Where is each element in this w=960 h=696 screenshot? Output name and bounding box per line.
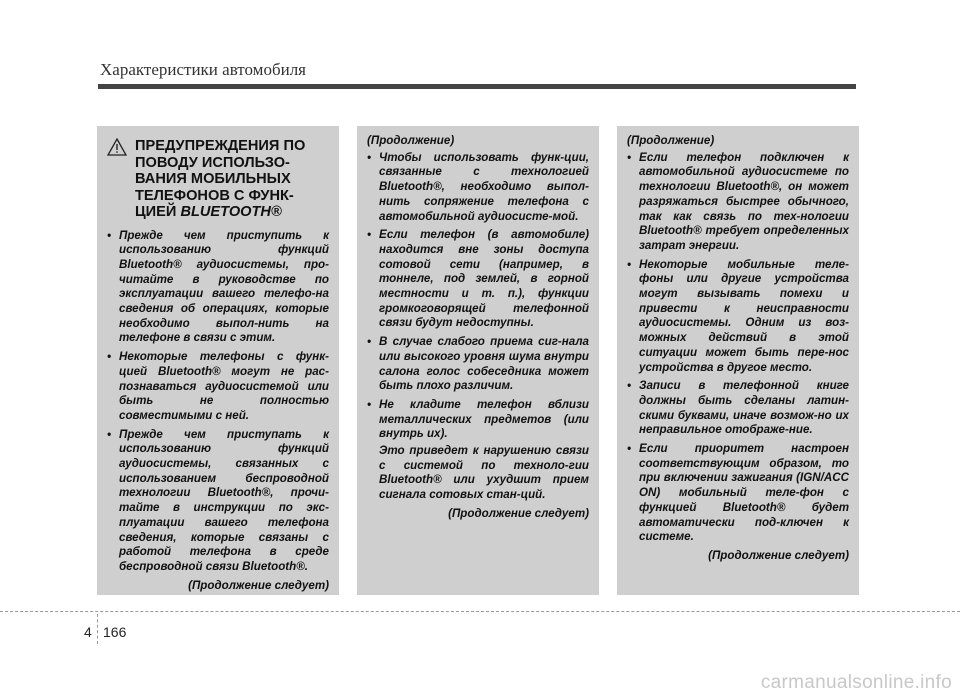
warning-list — [627, 151, 849, 545]
warning-triangle-icon — [107, 138, 127, 156]
footer-rule — [0, 611, 960, 612]
warning-title-bluetooth: BLUETOOTH® — [180, 204, 282, 220]
warning-heading — [107, 138, 329, 221]
header-rule — [98, 84, 856, 89]
continued-label: (Продолжение следует) — [448, 506, 589, 520]
warning-panel-continued-2 — [617, 126, 859, 595]
list-item: • Прежде чем приступать к использованию функций аудиосистемы, связанных с использованием беспроводной технологии Bluetooth®, прочи-тайте в инструкции по экс-плуатации вашего телефона сведения, которые связаны с работой телефона в среде беспроводной связи Bluetooth®. — [107, 428, 329, 575]
list-item: • Если приоритет настроен соответствующим образом, то при включении зажигания (IGN/ACC ON) мобильный теле-фон с функцией Bluetooth® будет автоматически под-ключен к системе. — [627, 442, 849, 545]
list-item: • Некоторые мобильные теле-фоны или другие устройства могут вызывать помехи и привести к неисправности аудиосистемы. Одним из воз-можных действий в этой ситуации может быть пере-нос устройства в другое место. — [627, 258, 849, 376]
warning-title-main: ПРЕДУПРЕЖДЕНИЯ ПО ПОВОДУ ИСПОЛЬЗО-ВАНИЯ МОБИЛЬНЫХ ТЕЛЕФОНОВ С ФУНК-ЦИЕЙ — [135, 138, 306, 220]
list-item: • Если телефон подключен к автомобильной аудиосистеме по технологии Bluetooth®, он может разряжаться быстрее обычного, так как связь по тех-нологии Bluetooth® требует определенных затрат энергии. — [627, 151, 849, 254]
continuation-label: (Продолжение) — [367, 134, 455, 147]
warning-list — [107, 229, 329, 575]
list-item: • В случае слабого приема сиг-нала или высокого уровня шума внутри салона голос собеседника может быть плохо различим. — [367, 335, 589, 394]
page-number: 166 — [103, 624, 127, 640]
list-item — [367, 398, 589, 503]
warning-panel-continued-1 — [357, 126, 599, 595]
continued-label: (Продолжение следует) — [708, 548, 849, 562]
chapter-number: 4 — [84, 624, 92, 640]
warning-title — [135, 138, 329, 221]
warning-panel — [97, 126, 339, 595]
list-item: • Чтобы использовать функ-ции, связанные с технологией Bluetooth®, необходимо выпол-нить сопряжение телефона с автомобильной аудиосисте-мой. — [367, 151, 589, 225]
continued-label: (Продолжение следует) — [188, 578, 329, 592]
list-item-text: Не кладите телефон вблизи металлических предметов (или внутрь их). — [379, 397, 589, 441]
page-header-title: Характеристики автомобиля — [100, 60, 306, 79]
page-number-divider — [97, 614, 98, 644]
list-item: • Прежде чем приступить к использованию функций Bluetooth® аудиосистемы, про-читайте в руководстве по эксплуатации вашего телефо-на сведения об операциях, которые необходимо выпол-нить на телефоне в связи с этим. — [107, 229, 329, 347]
list-item: • Некоторые телефоны с функ-цией Bluetooth® могут не рас-познаваться аудиосистемой или быть не полностью совместимыми с ней. — [107, 350, 329, 424]
warning-list — [367, 151, 589, 503]
list-item: • Если телефон (в автомобиле) находится вне зоны доступа сотовой сети (например, в тоннеле, под землей, в горной местности и т. п.), функции громкоговорящей телефонной связи будут недоступны. — [367, 228, 589, 331]
continuation-label: (Продолжение) — [627, 134, 715, 147]
list-item-subparagraph: Это приведет к нарушению связи с системой по техноло-гии Bluetooth® или ухудшит прием сигнала сотовых стан-ций. — [379, 444, 589, 502]
list-item: • Записи в телефонной книге должны быть сделаны латин-скими буквами, иначе возмож-но их неправильное отображе-ние. — [627, 379, 849, 438]
watermark: carmanualsonline.info — [760, 672, 952, 693]
